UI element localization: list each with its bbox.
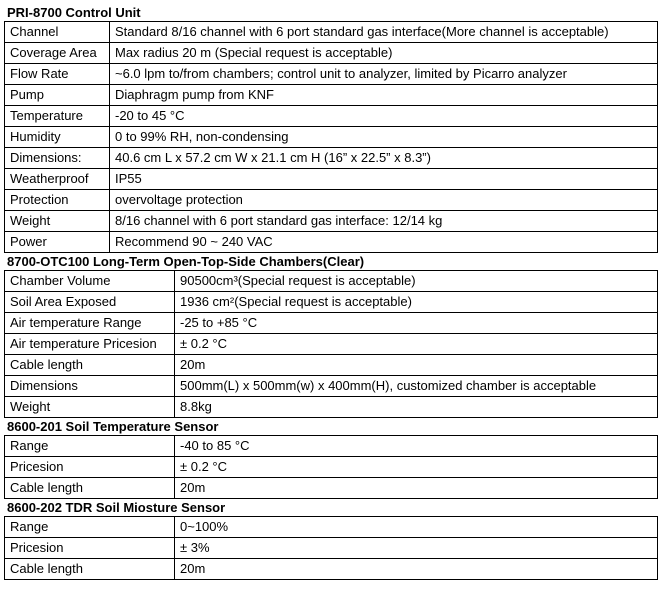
spec-value: -40 to 85 °C bbox=[175, 436, 658, 457]
table-row bbox=[5, 271, 658, 292]
spec-table-soil-moisture-sensor bbox=[4, 516, 658, 580]
table-row bbox=[5, 355, 658, 376]
table-row bbox=[5, 22, 658, 43]
spec-value: 8/16 channel with 6 port standard gas interface: 12/14 kg bbox=[110, 211, 658, 232]
table-row bbox=[5, 64, 658, 85]
spec-label: Chamber Volume bbox=[5, 271, 175, 292]
table-row bbox=[5, 538, 658, 559]
spec-value: ~6.0 lpm to/from chambers; control unit to analyzer, limited by Picarro analyzer bbox=[110, 64, 658, 85]
section-title-chambers: 8700-OTC100 Long-Term Open-Top-Side Chambers(Clear) bbox=[7, 254, 365, 269]
spec-label: Pricesion bbox=[5, 538, 175, 559]
spec-value: 0 to 99% RH, non-condensing bbox=[110, 127, 658, 148]
table-row bbox=[5, 334, 658, 355]
section-title-soil-temperature-sensor: 8600-201 Soil Temperature Sensor bbox=[7, 419, 219, 434]
spec-value: 20m bbox=[175, 559, 658, 580]
table-row bbox=[5, 43, 658, 64]
spec-value: ± 0.2 °C bbox=[175, 457, 658, 478]
spec-label: Cable length bbox=[5, 478, 175, 499]
table-row bbox=[5, 169, 658, 190]
spec-value: 8.8kg bbox=[175, 397, 658, 418]
spec-label: Dimensions bbox=[5, 376, 175, 397]
table-row bbox=[5, 292, 658, 313]
spec-label: Weatherproof bbox=[5, 169, 110, 190]
spec-label: Range bbox=[5, 436, 175, 457]
table-row bbox=[5, 436, 658, 457]
spec-label: Range bbox=[5, 517, 175, 538]
spec-label: Weight bbox=[5, 397, 175, 418]
table-row bbox=[5, 127, 658, 148]
spec-value: 20m bbox=[175, 355, 658, 376]
spec-label: Flow Rate bbox=[5, 64, 110, 85]
spec-value: 500mm(L) x 500mm(w) x 400mm(H), customized chamber is acceptable bbox=[175, 376, 658, 397]
spec-value: IP55 bbox=[110, 169, 658, 190]
spec-label: Cable length bbox=[5, 559, 175, 580]
spec-value: -25 to +85 °C bbox=[175, 313, 658, 334]
spec-label: Power bbox=[5, 232, 110, 253]
spec-value: Recommend 90 ~ 240 VAC bbox=[110, 232, 658, 253]
spec-value: Standard 8/16 channel with 6 port standard gas interface(More channel is acceptable) bbox=[110, 22, 658, 43]
table-row bbox=[5, 148, 658, 169]
table-row bbox=[5, 559, 658, 580]
table-row bbox=[5, 85, 658, 106]
spec-value: 0~100% bbox=[175, 517, 658, 538]
section-title-soil-moisture-sensor: 8600-202 TDR Soil Miosture Sensor bbox=[7, 500, 226, 515]
spec-label: Cable length bbox=[5, 355, 175, 376]
spec-label: Air temperature Range bbox=[5, 313, 175, 334]
table-row bbox=[5, 397, 658, 418]
spec-label: Protection bbox=[5, 190, 110, 211]
spec-value: overvoltage protection bbox=[110, 190, 658, 211]
table-row bbox=[5, 457, 658, 478]
spec-table-control-unit bbox=[4, 21, 658, 253]
spec-value: 40.6 cm L x 57.2 cm W x 21.1 cm H (16” x 22.5” x 8.3”) bbox=[110, 148, 658, 169]
spec-label: Soil Area Exposed bbox=[5, 292, 175, 313]
table-row bbox=[5, 517, 658, 538]
spec-value: 1936 cm²(Special request is acceptable) bbox=[175, 292, 658, 313]
table-row bbox=[5, 313, 658, 334]
table-row bbox=[5, 190, 658, 211]
spec-table-chambers bbox=[4, 270, 658, 418]
section-title-control-unit: PRI-8700 Control Unit bbox=[7, 5, 141, 20]
table-row bbox=[5, 232, 658, 253]
spec-label: Humidity bbox=[5, 127, 110, 148]
spec-value: 20m bbox=[175, 478, 658, 499]
spec-value: ± 3% bbox=[175, 538, 658, 559]
spec-label: Dimensions: bbox=[5, 148, 110, 169]
spec-label: Coverage Area bbox=[5, 43, 110, 64]
table-row bbox=[5, 106, 658, 127]
spec-label: Pump bbox=[5, 85, 110, 106]
spec-value: -20 to 45 °C bbox=[110, 106, 658, 127]
spec-label: Weight bbox=[5, 211, 110, 232]
spec-label: Channel bbox=[5, 22, 110, 43]
spec-label: Temperature bbox=[5, 106, 110, 127]
spec-value: Max radius 20 m (Special request is acceptable) bbox=[110, 43, 658, 64]
spec-value: Diaphragm pump from KNF bbox=[110, 85, 658, 106]
table-row bbox=[5, 376, 658, 397]
spec-value: 90500cm³(Special request is acceptable) bbox=[175, 271, 658, 292]
spec-value: ± 0.2 °C bbox=[175, 334, 658, 355]
table-row bbox=[5, 478, 658, 499]
table-row bbox=[5, 211, 658, 232]
spec-label: Air temperature Pricesion bbox=[5, 334, 175, 355]
spec-label: Pricesion bbox=[5, 457, 175, 478]
spec-table-soil-temperature-sensor bbox=[4, 435, 658, 499]
